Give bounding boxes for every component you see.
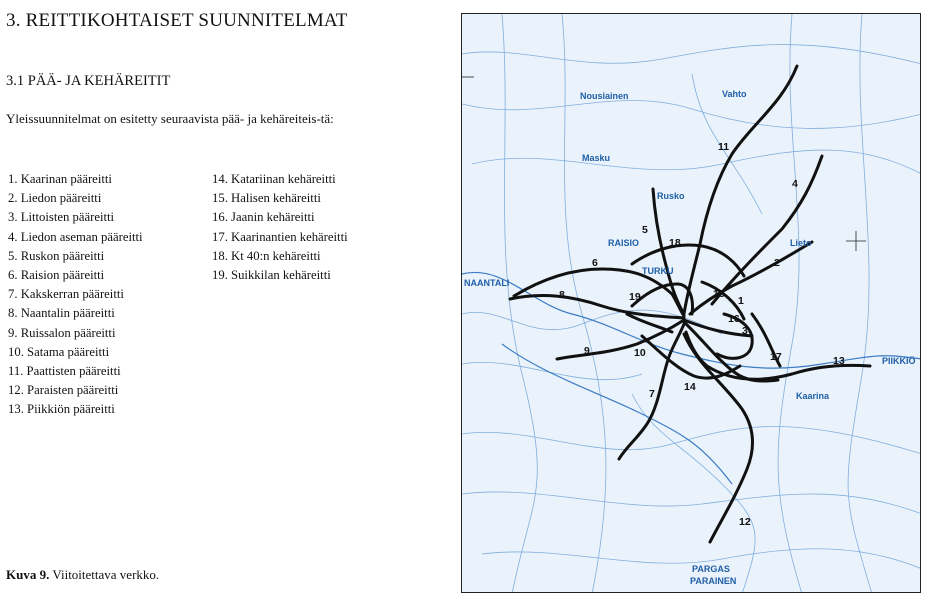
map-svg [462, 14, 921, 593]
town-label: TURKU [642, 266, 674, 276]
town-label: PARAINEN [690, 576, 737, 586]
town-label: Vahto [722, 89, 747, 99]
route-number-label: 14 [684, 381, 696, 393]
intro-paragraph: Yleissuunnitelmat on esitetty seuraavista pää- ja kehäreiteis-tä: [6, 111, 334, 126]
route-number-label: 8 [559, 289, 565, 301]
route-number-label: 5 [642, 224, 648, 236]
route-4-line [712, 156, 822, 304]
route-11-line [684, 66, 797, 314]
list-item: 3. Littoisten pääreitti [8, 210, 115, 225]
caption-text: Viitoitettava verkko. [52, 567, 160, 582]
town-label: Rusko [657, 191, 685, 201]
town-label: PARGAS [692, 564, 730, 574]
list-item: 4. Liedon aseman pääreitti [8, 229, 143, 244]
route-2-line [690, 242, 812, 314]
route-6-line [514, 269, 684, 316]
list-item: 9. Ruissalon pääreitti [8, 325, 116, 340]
route-network-map [461, 13, 921, 593]
route-number-label: 7 [649, 388, 655, 400]
route-number-label: 3 [742, 325, 748, 337]
town-label: Lieto [790, 238, 812, 248]
list-item: 17. Kaarinantien kehäreitti [212, 229, 348, 244]
list-item: 14. Katariinan kehäreitti [212, 172, 336, 186]
route-number-label: 18 [669, 237, 681, 249]
list-item: 16. Jaanin kehäreitti [212, 210, 315, 225]
list-item: 5. Ruskon pääreitti [8, 248, 105, 263]
list-item: 2. Liedon pääreitti [8, 191, 102, 206]
route-number-label: 10 [634, 347, 646, 359]
list-item: 19. Suikkilan kehäreitti [212, 268, 331, 283]
list-item: 18. Kt 40:n kehäreitti [212, 248, 321, 263]
town-label: Masku [582, 153, 611, 163]
list-item: 7. Kakskerran pääreitti [8, 287, 124, 302]
map-grid-marks [462, 77, 866, 251]
list-item: 15. Halisen kehäreitti [212, 191, 321, 206]
subsection-heading: 3.1 PÄÄ- JA KEHÄREITIT [6, 73, 171, 89]
list-item: 8. Naantalin pääreitti [8, 306, 115, 321]
ring-routes-list [212, 170, 348, 285]
town-label: PIIKKIÖ [882, 356, 916, 366]
route-number-label: 19 [629, 291, 641, 303]
list-item: 11. Paattisten pääreitti [8, 364, 121, 379]
route-number-label: 4 [792, 178, 798, 190]
route-number-label: 16 [728, 313, 740, 325]
list-item: 10. Satama pääreitti [8, 344, 110, 359]
figure-caption [6, 567, 159, 583]
route-number-label: 17 [770, 351, 782, 363]
route-number-label: 12 [739, 516, 751, 528]
list-item: 1. Kaarinan pääreitti [8, 172, 112, 186]
route-number-label: 15 [713, 288, 725, 300]
list-item: 6. Raision pääreitti [8, 268, 105, 283]
route-number-label: 1 [738, 295, 744, 307]
town-label: NAANTALI [464, 278, 510, 288]
route-number-label: 2 [774, 257, 780, 269]
route-8-line [510, 295, 684, 318]
route-number-label: 9 [584, 345, 590, 357]
list-item: 12. Paraisten pääreitti [8, 383, 119, 398]
section-heading: 3. REITTIKOHTAISET SUUNNITELMAT [6, 10, 348, 31]
route-number-label: 6 [592, 257, 598, 269]
main-routes-list [8, 170, 143, 420]
route-lines [510, 66, 870, 542]
town-label: RAISIO [608, 238, 640, 248]
town-label: Nousiainen [580, 91, 629, 101]
route-number-label: 11 [718, 141, 730, 153]
list-item: 13. Piikkiön pääreitti [8, 402, 115, 417]
caption-label: Kuva 9. [6, 567, 50, 582]
town-label: Kaarina [796, 391, 830, 401]
route-number-label: 13 [833, 355, 845, 367]
